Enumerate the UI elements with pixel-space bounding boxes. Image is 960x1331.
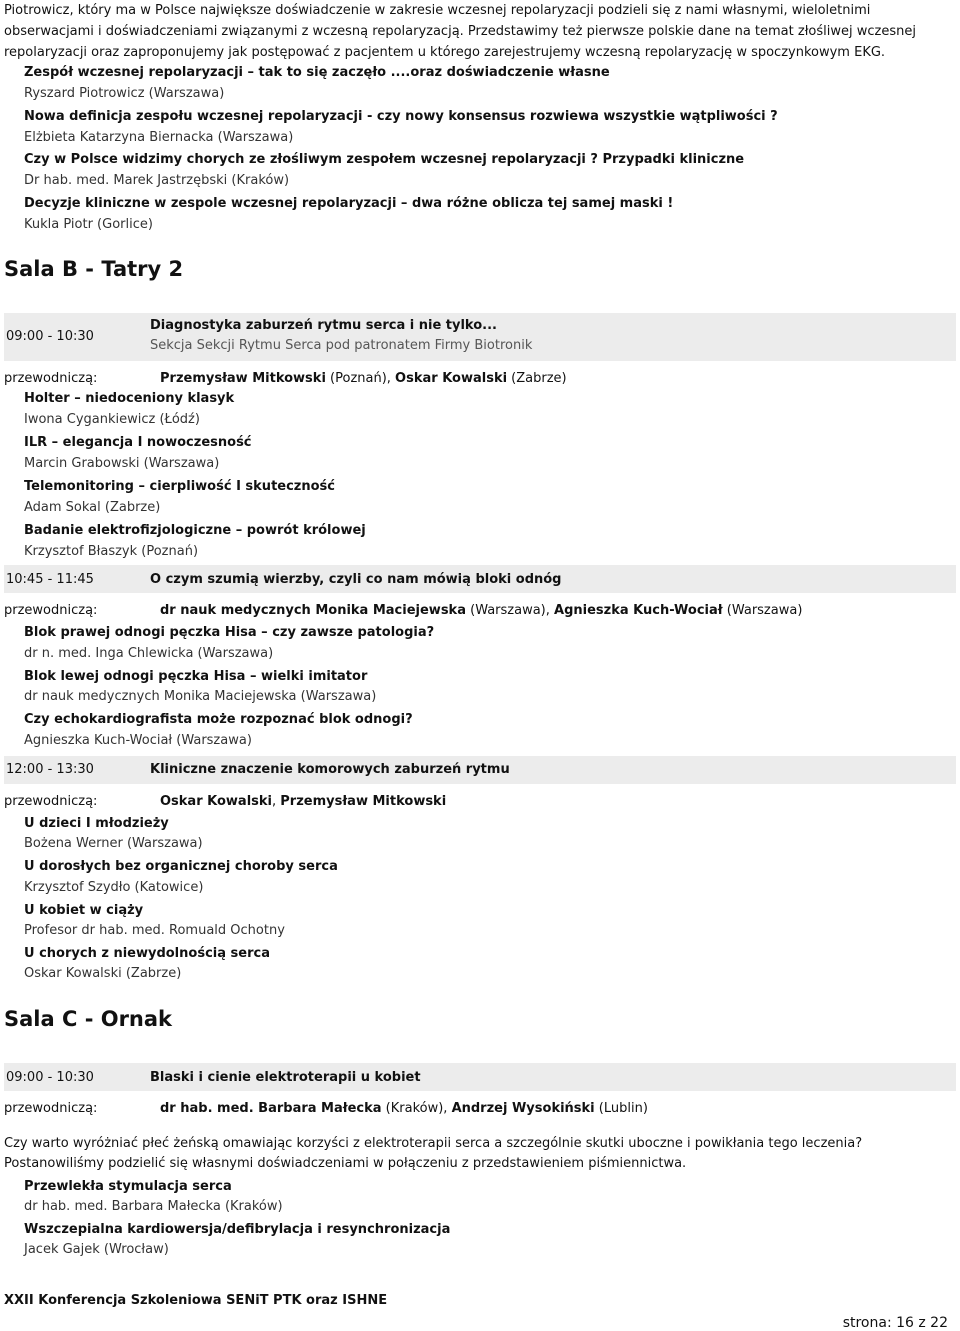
- talk-title: Blok lewej odnogi pęczka Hisa – wielki imitator: [24, 669, 368, 684]
- chairs-row: [4, 794, 446, 809]
- talk-speaker: Krzysztof Szydło (Katowice): [24, 880, 204, 895]
- chair-name: Andrzej Wysokiński: [451, 1101, 595, 1116]
- chairs-label: przewodniczą:: [4, 603, 98, 618]
- chair-city: (Warszawa),: [465, 603, 555, 618]
- chair-city: (Poznań),: [325, 371, 396, 386]
- chair-city: ,: [272, 794, 281, 809]
- intro-paragraph: Piotrowicz, który ma w Polsce największe doświadczenie w zakresie wczesnej repolaryzacji podzieli się z nami własnymi, wieloletnimi obserwacjami i doświadczeniami związanymi z wczesną repolaryzacją. Przedstawimy też pierwsze polskie dane na temat złośliwej wczesnej repolaryzacji oraz zaproponujemy jak postępować z pacjentem u którego zarejestrujemy wczesną repolaryzację w spoczynkowym EKG.: [4, 3, 916, 60]
- talk-speaker: Krzysztof Błaszyk (Poznań): [24, 544, 199, 559]
- talk-title: Nowa definicja zespołu wczesnej repolaryzacji - czy nowy konsensus rozwiewa wszystkie wątpliwości ?: [24, 109, 778, 124]
- page-number: strona: 16 z 22: [842, 1315, 948, 1331]
- chairs-label: przewodniczą:: [4, 371, 98, 386]
- talk-title: Badanie elektrofizjologiczne – powrót królowej: [24, 523, 366, 538]
- talk-title: U kobiet w ciąży: [24, 903, 144, 918]
- session-header: [4, 1063, 956, 1091]
- talk-speaker: Kukla Piotr (Gorlice): [24, 217, 153, 232]
- talk-speaker: Ryszard Piotrowicz (Warszawa): [24, 86, 225, 101]
- talk-title: U dorosłych bez organicznej choroby serca: [24, 859, 338, 874]
- chair-name: Przemysław Mitkowski: [280, 794, 447, 809]
- session-time: 12:00 - 13:30: [6, 762, 94, 777]
- chairs-row: [4, 603, 802, 618]
- session-title: Diagnostyka zaburzeń rytmu serca i nie tylko...: [150, 318, 497, 333]
- talk-speaker: Adam Sokal (Zabrze): [24, 500, 161, 515]
- footer-conference: XXII Konferencja Szkoleniowa SENiT PTK oraz ISHNE: [4, 1293, 388, 1308]
- chairs-row: [4, 371, 567, 386]
- chair-city: (Warszawa): [722, 603, 803, 618]
- talk-title: Holter – niedoceniony klasyk: [24, 391, 235, 406]
- talk-title: Przewlekła stymulacja serca: [24, 1179, 232, 1194]
- talk-title: Czy w Polsce widzimy chorych ze złośliwym zespołem wczesnej repolaryzacji ? Przypadki kliniczne: [24, 152, 745, 167]
- talk-speaker: dr hab. med. Barbara Małecka (Kraków): [24, 1199, 283, 1214]
- session-time: 09:00 - 10:30: [6, 329, 94, 344]
- session-title: Blaski i cienie elektroterapii u kobiet: [150, 1070, 421, 1085]
- talk-speaker: Bożena Werner (Warszawa): [24, 836, 203, 851]
- talk-title: Blok prawej odnogi pęczka Hisa – czy zawsze patologia?: [24, 625, 435, 640]
- chair-city: (Lublin): [594, 1101, 648, 1116]
- chair-city: (Kraków),: [381, 1101, 452, 1116]
- chair-name: Oskar Kowalski: [395, 371, 508, 386]
- chair-name: Agnieszka Kuch-Wociał: [554, 603, 723, 618]
- talk-speaker: dr nauk medycznych Monika Maciejewska (Warszawa): [24, 689, 377, 704]
- talk-title: Zespół wczesnej repolaryzacji – tak to się zaczęło ....oraz doświadczenie własne: [24, 65, 610, 80]
- session-time: 09:00 - 10:30: [6, 1070, 94, 1085]
- session-title: Kliniczne znaczenie komorowych zaburzeń rytmu: [150, 762, 510, 777]
- talk-title: Wszczepialna kardiowersja/defibrylacja i resynchronizacja: [24, 1222, 451, 1237]
- talk-title: ILR – elegancja I nowoczesność: [24, 435, 252, 450]
- chair-name: Przemysław Mitkowski: [160, 371, 326, 386]
- session-title: O czym szumią wierzby, czyli co nam mówią bloki odnóg: [150, 572, 562, 587]
- chair-name: Oskar Kowalski: [160, 794, 272, 809]
- talk-title: Decyzje kliniczne w zespole wczesnej repolaryzacji – dwa różne oblicza tej samej maski !: [24, 196, 674, 211]
- chairs-label: przewodniczą:: [4, 794, 98, 809]
- talk-speaker: Jacek Gajek (Wrocław): [24, 1242, 169, 1257]
- talk-speaker: Dr hab. med. Marek Jastrzębski (Kraków): [24, 173, 290, 188]
- talk-speaker: Iwona Cygankiewicz (Łódź): [24, 412, 200, 427]
- talk-title: U chorych z niewydolnością serca: [24, 946, 270, 961]
- chair-name: dr hab. med. Barbara Małecka: [160, 1101, 382, 1116]
- talk-speaker: Profesor dr hab. med. Romuald Ochotny: [24, 923, 285, 938]
- chair-name: dr nauk medycznych Monika Maciejewska: [160, 603, 466, 618]
- session-description: Czy warto wyróżniać płeć żeńską omawiając korzyści z elektroterapii serca a szczególnie skutki uboczne i powikłania tego leczenia?: [4, 1136, 863, 1151]
- hall-heading: Sala C - Ornak: [4, 1007, 173, 1031]
- talk-speaker: dr n. med. Inga Chlewicka (Warszawa): [24, 646, 274, 661]
- hall-heading: Sala B - Tatry 2: [4, 257, 184, 281]
- chairs-label: przewodniczą:: [4, 1101, 98, 1116]
- chairs-row: [4, 1101, 648, 1116]
- session-subtitle: Sekcja Sekcji Rytmu Serca pod patronatem Firmy Biotronik: [150, 338, 533, 353]
- talk-title: Telemonitoring – cierpliwość I skuteczność: [24, 479, 335, 494]
- chair-city: (Zabrze): [507, 371, 567, 386]
- talk-speaker: Marcin Grabowski (Warszawa): [24, 456, 220, 471]
- talk-speaker: Agnieszka Kuch-Wociał (Warszawa): [24, 733, 252, 748]
- session-time: 10:45 - 11:45: [6, 572, 94, 587]
- talk-speaker: Elżbieta Katarzyna Biernacka (Warszawa): [24, 130, 294, 145]
- talk-speaker: Oskar Kowalski (Zabrze): [24, 966, 182, 981]
- talk-title: Czy echokardiografista może rozpoznać blok odnogi?: [24, 712, 413, 727]
- talk-title: U dzieci I młodzieży: [24, 816, 169, 831]
- session-description: Postanowiliśmy podzielić się własnymi doświadczeniami w połączeniu z przedstawieniem piśmiennictwa.: [4, 1156, 687, 1171]
